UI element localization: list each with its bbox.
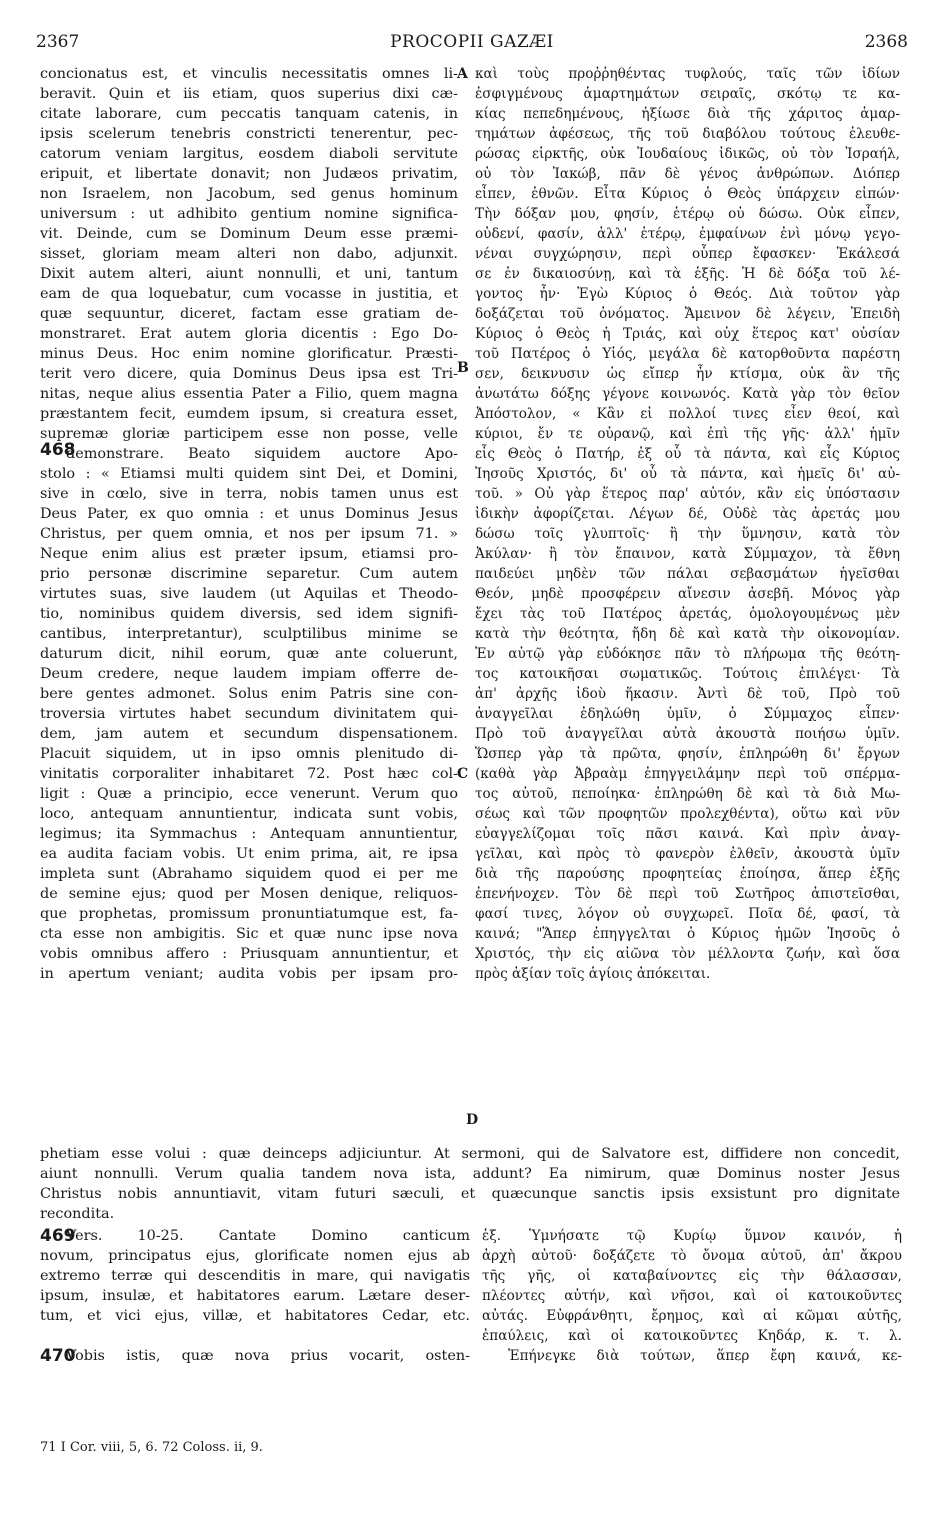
lat-line: terit vero dicere, quia Dominus Deus ipsa est Tri-	[40, 366, 458, 382]
lat-line: Christus, per quem omnia, et nos per ipsum 71. »	[40, 526, 458, 542]
lat-line: nitas, neque alius essentia Pater a Filio, quem magna	[40, 386, 458, 402]
grk2-line: πλέοντες αὐτήν, καὶ νῆσοι, καὶ οἱ κατοικοῦντες	[482, 1288, 902, 1304]
full-width-text	[40, 1144, 900, 1224]
greek-verse-block	[482, 1226, 902, 1366]
grk-line: Θεόν, μηδὲ προσφέρειν αἴνεσιν ἀσεβῆ. Μόνος γὰρ	[475, 586, 900, 602]
lat-line: cantibus, interpretantur), sculptilibus minime se	[40, 626, 458, 642]
margin-number-470: 470	[40, 1346, 76, 1366]
lat-line: tio, nominibus quidem diversis, sed idem signifi-	[40, 606, 458, 622]
running-title: PROCOPII GAZÆI	[390, 32, 554, 52]
grk-line: εἷς Θεὸς ὁ Πατήρ, ἐξ οὗ τὰ πάντα, καὶ εἷς Κύριος	[475, 446, 900, 462]
grk2-line: Ἐπήνεγκε διὰ τούτων, ἅπερ ἔφη καινά, κε-	[508, 1348, 902, 1364]
lat-line: vit. Deinde, cum se Dominum Deum esse præmi-	[40, 226, 458, 242]
grk-line: καινά; "Ἅπερ ἐπηγγελται ὁ Κύριος ἡμῶν Ἰησοῦς ὁ	[475, 926, 900, 942]
section-marker-a: A	[457, 66, 468, 82]
grk-line: τος αὐτοῦ, πεποίηκα· ἐπληρώθη δὲ καὶ τὰ διὰ Μω-	[475, 786, 900, 802]
lat-line: eam de qua loquebatur, cum vocasse in justitia, et	[40, 286, 458, 302]
lat-line: loco, antequam annuntientur, indicata sunt vobis,	[40, 806, 458, 822]
grk-line: ἀπ' ἀρχῆς ἰδοὺ ἥκασιν. Ἀντὶ δὲ τοῦ, Πρὸ τοῦ	[475, 686, 900, 702]
lat-line: daturum dicit, nihil eorum, quæ ante coluerunt,	[40, 646, 458, 662]
grk-line: σεν, δεικνυσιν ὡς εἴπερ ἦν κτίσμα, οὐκ ἂν τῆς	[475, 366, 900, 382]
lat-line: ligit : Quæ a principio, ecce venerunt. Verum quo	[40, 786, 458, 802]
latin-column	[40, 64, 458, 984]
grk2-line: ἀρχὴ αὐτοῦ· δοξάζετε τὸ ὄνομα αὐτοῦ, ἀπ' ἄκρου	[482, 1248, 902, 1264]
grk-line: οὐδενί, φασίν, ἀλλ' ἑτέρῳ, ἐμφαίνων ἐνὶ μόνῳ γεγο-	[475, 226, 900, 242]
lat2-line: tum, et vici ejus, villæ, et habitatores Cedar, etc.	[40, 1308, 470, 1324]
grk-line: ἐσφιγμένους ἁμαρτημάτων σειραῖς, σκότῳ τε κα-	[475, 86, 900, 102]
lat-line: vinitatis corporaliter inhabitaret 72. Post hæc col-	[40, 766, 458, 782]
lat-line: Neque enim alius est præter ipsum, etiamsi pro-	[40, 546, 458, 562]
grk-line: σε ἐν δικαιοσύνῃ, καὶ τὰ ἑξῆς. Ἡ δὲ δόξα τοῦ λέ-	[475, 266, 900, 282]
lat-line: impleta sunt (Abrahamo siquidem quod ei per me	[40, 866, 458, 882]
grk-line: τοῦ Πατέρος ὁ Υἱός, μεγάλα δὲ κατορθοῦντα παρέστη	[475, 346, 900, 362]
lat-line: universum : ut adhibito gentium nomine significa-	[40, 206, 458, 222]
lat-line: stolo : « Etiamsi multi quidem sint Dei, et Domini,	[40, 466, 458, 482]
lat2-line: novum, principatus ejus, glorificate nomen ejus ab	[40, 1248, 470, 1264]
grk-line: νέναι συγχώρησιν, περὶ οὗπερ ἔφασκεν· Ἐκάλεσά	[475, 246, 900, 262]
grk-line: Ἀπόστολον, « Κἂν εἰ πολλοί τινες εἶεν θεοί, καὶ	[475, 406, 900, 422]
grk-line: (καθὰ γὰρ Ἀβραὰμ ἐπηγγειλάμην περὶ τοῦ σπέρμα-	[475, 766, 900, 782]
grk-line: καὶ τοὺς προῤῥηθέντας τυφλούς, ταῖς τῶν ἰδίων	[475, 66, 900, 82]
lat-line: sive in cœlo, sive in terra, nobis tamen unus est	[40, 486, 458, 502]
lat-line: minus Deus. Hoc enim nomine glorificatur. Præsti-	[40, 346, 458, 362]
grk-line: τοῦ. » Οὐ γὰρ ἕτερος παρ' αὐτόν, κἂν εἰς ὑπόστασιν	[475, 486, 900, 502]
lat2-line: Vers. 10-25. Cantate Domino canticum	[66, 1228, 470, 1244]
grk-line: γοντος ἦν· Ἐγὼ Κύριος ὁ Θεός. Διὰ τοῦτον γὰρ	[475, 286, 900, 302]
grk-line: Τὴν δόξαν μου, φησίν, ἑτέρῳ οὐ δώσω. Οὐκ εἶπεν,	[475, 206, 900, 222]
margin-number-468: 468	[40, 440, 76, 460]
grk2-line: αὐτάς. Εὐφράνθητι, ἔρημος, καὶ αἱ κῶμαι αὐτῆς,	[482, 1308, 902, 1324]
full-line: recondita.	[40, 1206, 115, 1222]
grk-line: ἀναγγεῖλαι ἐδηλώθη ὑμῖν, ὁ Σύμμαχος εἶπεν·	[475, 706, 900, 722]
grk-line: τημάτων ἀφέσεως, τῆς τοῦ διαβόλου τούτους ἐλευθε-	[475, 126, 900, 142]
lat-line: cta esse non ambigitis. Sic et quæ nunc ipse nova	[40, 926, 458, 942]
grk-line: Ὥσπερ γὰρ τὰ πρῶτα, φησίν, ἐπληρώθη δι' ἔργων	[475, 746, 900, 762]
grk-line: ἔχει τὰς τοῦ Πατέρος ἀρετάς, ὁμολογουμένως μὲν	[475, 606, 900, 622]
grk-line: πρὸς ἀξίαν τοῖς ἁγίοις ἀπόκειται.	[475, 966, 711, 982]
lat2-line: Vobis istis, quæ nova prius vocarit, osten-	[66, 1348, 470, 1364]
lat-line: supremæ gloriæ participem esse non posse, velle	[40, 426, 458, 442]
lat2-line: extremo terræ qui descenditis in mare, qui navigatis	[40, 1268, 470, 1284]
grk-line: κύριοι, ἔν τε οὐρανῷ, καὶ ἐπὶ τῆς γῆς· ἀλλ' ἡμῖν	[475, 426, 900, 442]
grk-line: οὐ τὸν Ἰακώβ, πᾶν δὲ γένος ἀνθρώπων. Διόπερ	[475, 166, 900, 182]
grk-line: κατὰ τὴν θεότητα, ἤδη δὲ καὶ κατὰ τὴν οἰκονομίαν.	[475, 626, 900, 642]
lat-line: catorum veniam largitus, eosdem diaboli servitute	[40, 146, 458, 162]
grk-line: φασί τινες, λόγον οὐ συγχωρεῖ. Ποῖα δέ, φασί, τὰ	[475, 906, 900, 922]
lat-line: concionatus est, et vinculis necessitatis omnes li-	[40, 66, 458, 82]
grk-line: Κύριος ὁ Θεὸς ἡ Τριάς, καὶ οὐχ ἕτερος κατ' οὐσίαν	[475, 326, 900, 342]
lat-line: monstraret. Erat autem gloria dicentis : Ego Do-	[40, 326, 458, 342]
grk-line: Ἰησοῦς Χριστός, δι' οὗ τὰ πάντα, καὶ ἡμεῖς δι' αὐ-	[475, 466, 900, 482]
lat-line: de semine ejus; quod per Mosen denique, reliquos-	[40, 886, 458, 902]
grk-line: Ἐν αὐτῷ γὰρ εὐδόκησε πᾶν τὸ πλήρωμα τῆς θεότη-	[475, 646, 900, 662]
lat-line: prio personæ discrimine separetur. Cum autem	[40, 566, 458, 582]
full-line: phetiam esse volui : quæ deinceps adjiciuntur. At sermoni, qui de Salvatore est, diffidere non concedit,	[40, 1146, 900, 1162]
lat-line: que prophetas, promissum pronuntiatumque est, fa-	[40, 906, 458, 922]
full-line: Christus nobis annuntiavit, vitam futuri sæculi, et quæcunque sanctis ipsis exsistunt pro dignitate	[40, 1186, 900, 1202]
grk2-line: τῆς γῆς, οἱ καταβαίνοντες εἰς τὴν θάλασσαν,	[482, 1268, 902, 1284]
lat-line: in apertum veniant; audita vobis per ipsam pro-	[40, 966, 458, 982]
grk-line: δώσω τοῖς γλυπτοῖς· ἢ τὴν ὕμνησιν, κατὰ τὸν	[475, 526, 900, 542]
grk-line: σέως καὶ τῶν προφητῶν προλεχθέντα), οὕτω καὶ νῦν	[475, 806, 900, 822]
section-marker-b: B	[457, 360, 469, 376]
lat-line: Dixit autem alteri, aiunt nonnulli, et uni, tantum	[40, 266, 458, 282]
grk-line: διὰ τῆς παρούσης προφητείας ἐποίησα, ἅπερ ἑξῆς	[475, 866, 900, 882]
grk-line: τος κατοικῆσαι σωματικῶς. Τούτοις ἐπιλέγει· Τὰ	[475, 666, 900, 682]
lat-line: ea audita faciam vobis. Ut enim prima, ait, re ipsa	[40, 846, 458, 862]
grk-line: Πρὸ τοῦ ἀναγγεῖλαι αὐτὰ ἀκουστὰ ποιήσω ὑμῖν.	[475, 726, 900, 742]
grk-line: δοξάζεται τοῦ ὀνόματος. Ἄμεινον δὲ λέγειν, Ἐπειδὴ	[475, 306, 900, 322]
lat-line: quæ sequuntur, diceret, factam esse gratiam de-	[40, 306, 458, 322]
grk-line: ἰδικὴν ἀφορίζεται. Λέγων δέ, Οὐδὲ τὰς ἀρετάς μου	[475, 506, 900, 522]
grk-line: εὐαγγελίζομαι τοῖς πᾶσι καινά. Καὶ πρὶν ἀναγ-	[475, 826, 900, 842]
lat-line: dem, jam autem et secundum dispensationem.	[40, 726, 458, 742]
section-marker-c: C	[457, 766, 469, 782]
greek-column	[475, 64, 900, 984]
grk-line: Χριστός, τὴν εἰς αἰῶνα τὸν μέλλοντα ζωήν, καὶ ὅσα	[475, 946, 900, 962]
margin-number-469: 469	[40, 1226, 76, 1246]
lat-line: sisset, gloriam meam alteri non dabo, adjunxit.	[40, 246, 458, 262]
column-number-left: 2367	[36, 32, 80, 52]
grk2-line: ἐπαύλεις, καὶ οἱ κατοικοῦντες Κηδάρ, κ. τ. λ.	[482, 1328, 902, 1344]
running-header	[36, 32, 908, 54]
lat-line: præstantem fecit, eumdem ipsum, si creatura esset,	[40, 406, 458, 422]
footnote: 71 I Cor. viii, 5, 6. 72 Coloss. ii, 9.	[40, 1440, 263, 1455]
lat-line: bere gentes admonet. Solus enim Patris sine con-	[40, 686, 458, 702]
lat-line: Placuit siquidem, ut in ipso omnis plenitudo di-	[40, 746, 458, 762]
lat2-line: ipsum, insulæ, et habitatores earum. Lætare deser-	[40, 1288, 470, 1304]
lat-line: non Israelem, non Jacobum, sed genus hominum	[40, 186, 458, 202]
grk-line: ἐπενήνοχεν. Τὸν δὲ περὶ τοῦ Σωτῆρος ἀπιστεῖσθαι,	[475, 886, 900, 902]
lat-line: ipsis scelerum tenebris constricti tenerentur, pec-	[40, 126, 458, 142]
lat-line: eripuit, et libertate donavit; non Judæos privatim,	[40, 166, 458, 182]
lat-line: demonstrare. Beato siquidem auctore Apo-	[66, 446, 458, 462]
lat-line: legimus; ita Symmachus : Antequam annuntientur,	[40, 826, 458, 842]
section-marker-d: D	[466, 1112, 479, 1128]
lat-line: citate laborare, cum peccatis tanquam catenis, in	[40, 106, 458, 122]
grk-line: γεῖλαι, καὶ πρὸς τὸ φανερὸν ἐλθεῖν, ἀκουστὰ ὑμῖν	[475, 846, 900, 862]
latin-verse-block	[40, 1226, 470, 1366]
grk-line: παιδεύει μηδὲν τῶν πάλαι σεβασμάτων ἡγεῖσθαι	[475, 566, 900, 582]
lat-line: Deum credere, neque laudem impiam offerre de-	[40, 666, 458, 682]
grk-line: ἀνωτάτω δόξης γέγονε κοινωνός. Κατὰ γὰρ τὸν θεῖον	[475, 386, 900, 402]
lat-line: Deus Pater, ex quo omnia : et unus Dominus Jesus	[40, 506, 458, 522]
lat-line: vobis omnibus affero : Priusquam annuntientur, et	[40, 946, 458, 962]
lat-line: virtutes suas, sive laudem (ut Aquilas et Theodo-	[40, 586, 458, 602]
lat-line: troversia virtutes habet secundum divinitatem qui-	[40, 706, 458, 722]
lat-line: beravit. Quin et iis etiam, quos superius dixi cæ-	[40, 86, 458, 102]
column-number-right: 2368	[864, 32, 908, 52]
grk2-line: ἑξ. Ὑμνήσατε τῷ Κυρίῳ ὕμνον καινόν, ἡ	[482, 1228, 902, 1244]
full-line: aiunt nonnulli. Verum qualia tandem nova ista, addunt? Ea nimirum, quæ Dominus noster Jesus	[40, 1166, 900, 1182]
grk-line: κίας πεπεδημένους, ἠξίωσε διὰ τῆς χάριτος ἁμαρ-	[475, 106, 900, 122]
grk-line: ρώσας εἱρκτῆς, οὐκ Ἰουδαίους ἰδικῶς, οὐ τὸν Ἰσραήλ,	[475, 146, 900, 162]
grk-line: Ἀκύλαν· ἢ τὸν ἔπαινον, κατὰ Σύμμαχον, τὰ ἔθνη	[475, 546, 900, 562]
lat2-line	[40, 1326, 470, 1346]
grk-line: εἶπεν, ἐθνῶν. Εἶτα Κύριος ὁ Θεὸς ὑπάρχειν εἰπών·	[475, 186, 900, 202]
